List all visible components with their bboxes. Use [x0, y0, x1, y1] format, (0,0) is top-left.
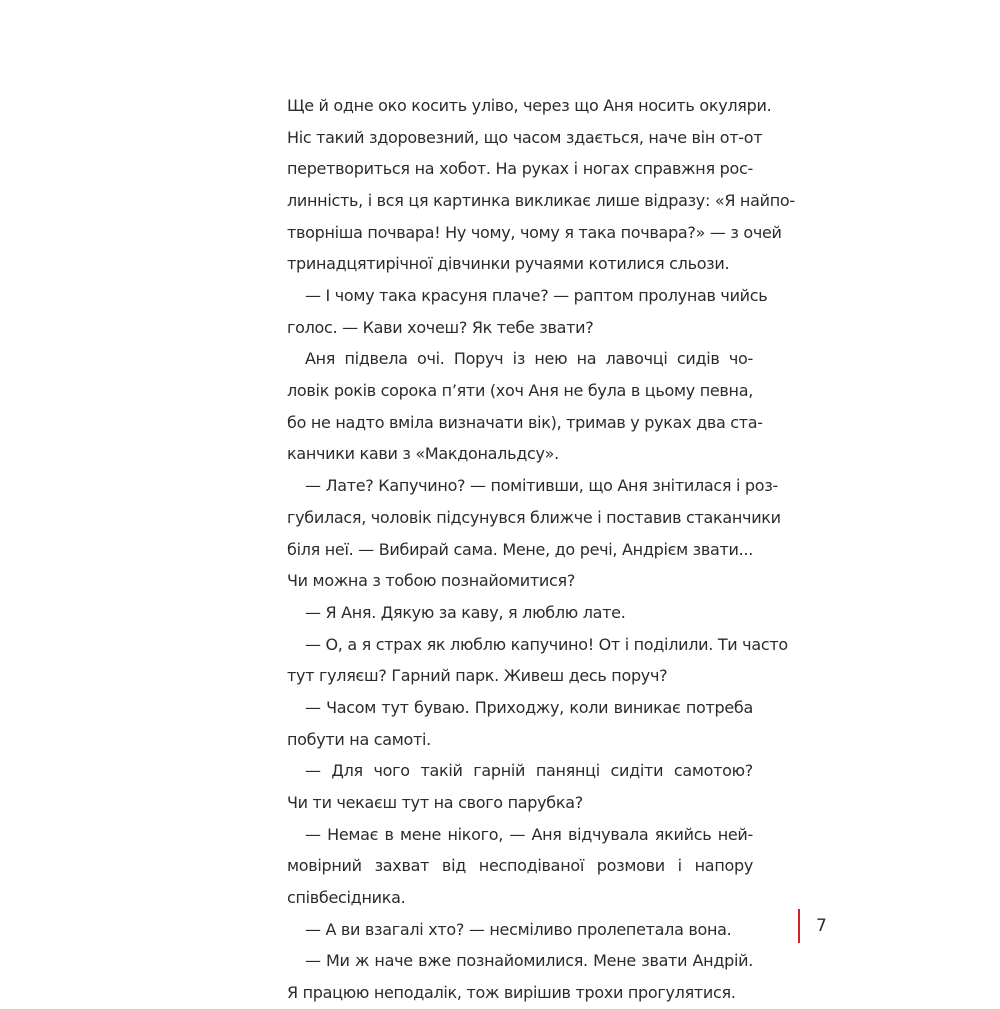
dialogue-block	[287, 280, 788, 1009]
dialogue-paragraph	[287, 629, 788, 692]
text-line: тут гуляєш? Гарний парк. Живеш десь поруч?	[287, 666, 668, 686]
text-line: — А ви взагалі хто? — несміливо пролепетала вона.	[305, 919, 732, 939]
text-line: — Лате? Капучино? — помітивши, що Аня знітилася і роз-	[305, 476, 778, 496]
text-line: канчики кави з «Макдональдсу».	[287, 444, 559, 464]
dialogue-paragraph	[287, 280, 768, 343]
text-line: линність, і вся ця картинка викликає лише відразу: «Я найпо-	[287, 191, 795, 211]
text-line: творніша почвара! Ну чому, чому я така почвара?» — з очей	[287, 222, 782, 242]
text-line: Ніс такий здоровезний, що часом здається, наче він от-от	[287, 127, 763, 147]
dialogue-paragraph	[287, 819, 753, 914]
text-line: побути на самоті.	[287, 729, 431, 749]
text-line: — Для чого такій гарній панянці сидіти самотою?	[305, 761, 753, 781]
text-line: співбесідника.	[287, 888, 406, 908]
text-line: біля неї. — Вибирай сама. Мене, до речі, Андрієм звати...	[287, 539, 753, 559]
dialogue-paragraph	[287, 597, 753, 629]
dialogue-paragraph	[287, 470, 781, 597]
text-line: Чи ти чекаєш тут на свого парубка?	[287, 793, 583, 812]
text-line: Ще й одне око косить уліво, через що Аня носить окуляри.	[287, 96, 772, 115]
text-line: — Ми ж наче вже познайомилися. Мене звати Андрій.	[305, 951, 753, 971]
text-line: губилася, чоловік підсунувся ближче і поставив стаканчики	[287, 507, 781, 527]
text-line: — О, а я страх як люблю капучино! От і поділили. Ти часто	[305, 634, 788, 654]
text-line: ловік років сорока п’яти (хоч Аня не була в цьому певна,	[287, 381, 753, 401]
text-line: Чи можна з тобою познайомитися?	[287, 571, 576, 591]
text-line: — Я Аня. Дякую за каву, я люблю лате.	[305, 602, 626, 622]
dialogue-paragraph	[287, 755, 753, 818]
text-line: — Часом тут буваю. Приходжу, коли виникає потреба	[305, 697, 753, 717]
narrative-paragraph	[287, 90, 795, 280]
page-number: 7	[816, 916, 827, 936]
dialogue-paragraph	[287, 343, 763, 470]
dialogue-paragraph	[287, 914, 753, 946]
dialogue-paragraph	[287, 692, 753, 755]
text-line: перетвориться на хобот. На руках і ногах справжня рос-	[287, 159, 753, 179]
text-line: — Немає в мене нікого, — Аня відчувала якийсь ней-	[305, 824, 753, 844]
text-line: голос. — Кави хочеш? Як тебе звати?	[287, 317, 594, 337]
text-line: — І чому така красуня плаче? — раптом пролунав чийсь	[305, 286, 768, 305]
text-line: Я працюю неподалік, тож вирішив трохи прогулятися.	[287, 983, 736, 1003]
text-line: бо не надто вміла визначати вік), тримав у руках два ста-	[287, 412, 763, 432]
page-number-marker	[798, 909, 800, 943]
opening-paragraph-block	[287, 90, 795, 280]
dialogue-paragraph	[287, 945, 753, 1008]
text-line: Аня підвела очі. Поруч із нею на лавочці сидів чо-	[305, 349, 753, 369]
text-line: мовірний захват від несподіваної розмови і напору	[287, 856, 753, 876]
text-line: тринадцятирічної дівчинки ручаями котилися сльози.	[287, 254, 730, 274]
